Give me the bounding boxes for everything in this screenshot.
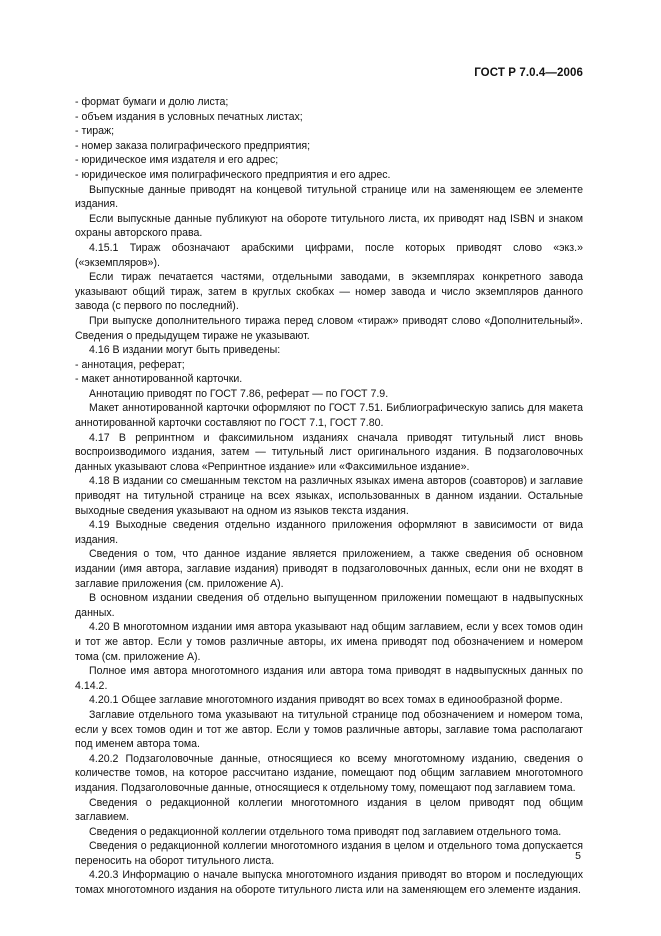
- list-item: - макет аннотированной карточки.: [75, 373, 243, 386]
- paragraph: 4.18 В издании со смешанным текстом на различных языках имена авторов (соавторов) и заглавие приводят на титульной странице на всех языках, использованных в данном издании. Остальные выходные сведения указывают на одном из языков текста издания.: [75, 475, 583, 517]
- paragraph: Если тираж печатается частями, отдельными заводами, в экземплярах конкретного завода указывают общий тираж, затем в круглых скобках — номер завода и число экземпляров данного завода (с первого по последний).: [75, 271, 583, 313]
- paragraph: Если выпускные данные публикуют на обороте титульного листа, их приводят над ISBN и знаком охраны авторского права.: [75, 212, 583, 240]
- paragraph: 4.20 В многотомном издании имя автора указывают над общим заглавием, если у всех томов один и тот же автор. Если у томов различные авторы, их имена приводят под обозначением и номером тома (см. приложение А).: [75, 621, 583, 663]
- paragraph: 4.15.1 Тираж обозначают арабскими цифрами, после которых приводят слово «экз.» («экземпляров»).: [75, 241, 583, 269]
- paragraph: 4.20.2 Подзаголовочные данные, относящиеся ко всему многотомному изданию, сведения о количестве томов, на которое рассчитано издание, помещают под общим заглавием многотомного издания. Подзаголовочные данные, относящиеся к отдельному тому, помещают под заглавием тома.: [75, 752, 583, 794]
- list-item: - тираж;: [75, 125, 115, 138]
- document-body: [75, 95, 583, 898]
- paragraph: Сведения о редакционной коллегии многотомного издания в целом приводят под общим заглавием.: [75, 796, 583, 824]
- page-number: 5: [575, 850, 581, 862]
- paragraph: Выпускные данные приводят на концевой титульной странице или на заменяющем ее элементе издания.: [75, 183, 583, 211]
- list-item: - формат бумаги и долю листа;: [75, 96, 229, 108]
- paragraph: Полное имя автора многотомного издания или автора тома приводят в надвыпускных данных по 4.14.2.: [75, 665, 583, 692]
- list-item: - номер заказа полиграфического предприятия;: [75, 139, 311, 152]
- paragraph: 4.20.1 Общее заглавие многотомного издания приводят во всех томах в единообразной форме.: [89, 694, 563, 707]
- paragraph: Сведения о редакционной коллегии отдельного тома приводят под заглавием отдельного тома.: [89, 825, 562, 838]
- paragraph: Сведения о редакционной коллегии многотомного издания в целом и отдельного тома допускается переносить на оборот титульного листа.: [75, 840, 583, 867]
- list-item: - объем издания в условных печатных листах;: [75, 110, 303, 123]
- paragraph: 4.20.3 Информацию о начале выпуска многотомного издания приводят во втором и последующих томах многотомного издания на обороте титульного листа или на заменяющем его элементе издания.: [75, 869, 583, 897]
- list-item: - юридическое имя полиграфического предприятия и его адрес.: [75, 168, 391, 181]
- list-item: - аннотация, реферат;: [75, 358, 185, 371]
- paragraph: Заглавие отдельного тома указывают на титульной странице под обозначением и номером тома, если у всех томов один и тот же автор. Если у томов различные авторы, заглавие тома располагают под именем автора тома.: [75, 708, 583, 751]
- paragraph: При выпуске дополнительного тиража перед словом «тираж» приводят слово «Дополнительный». Сведения о предыдущем тираже не указывают.: [75, 314, 583, 342]
- document-code: ГОСТ Р 7.0.4—2006: [474, 67, 583, 79]
- list-item: - юридическое имя издателя и его адрес;: [75, 154, 279, 167]
- paragraph: Макет аннотированной карточки оформляют по ГОСТ 7.51. Библиографическую запись для макета аннотированной карточки составляют по ГОСТ 7.1, ГОСТ 7.80.: [75, 402, 583, 430]
- paragraph: В основном издании сведения об отдельно выпущенном приложении помещают в надвыпускных данных.: [75, 592, 583, 619]
- paragraph: Сведения о том, что данное издание является приложением, а также сведения об основном издании (имя автора, заглавие издания) приводят в подзаголовочных данных, если они не входят в заглавие приложения (см. приложение А).: [75, 548, 583, 590]
- paragraph: 4.16 В издании могут быть приведены:: [89, 344, 281, 357]
- paragraph: 4.17 В репринтном и факсимильном изданиях сначала приводят титульный лист вновь воспроизводимого издания, затем — титульный лист оригинального издания. В подзаголовочных данных указывают слова «Репринтное издание» или «Факсимильное издание».: [75, 431, 583, 473]
- paragraph: Аннотацию приводят по ГОСТ 7.86, реферат — по ГОСТ 7.9.: [89, 387, 389, 400]
- paragraph: 4.19 Выходные сведения отдельно изданного приложения оформляют в зависимости от вида издания.: [75, 519, 583, 546]
